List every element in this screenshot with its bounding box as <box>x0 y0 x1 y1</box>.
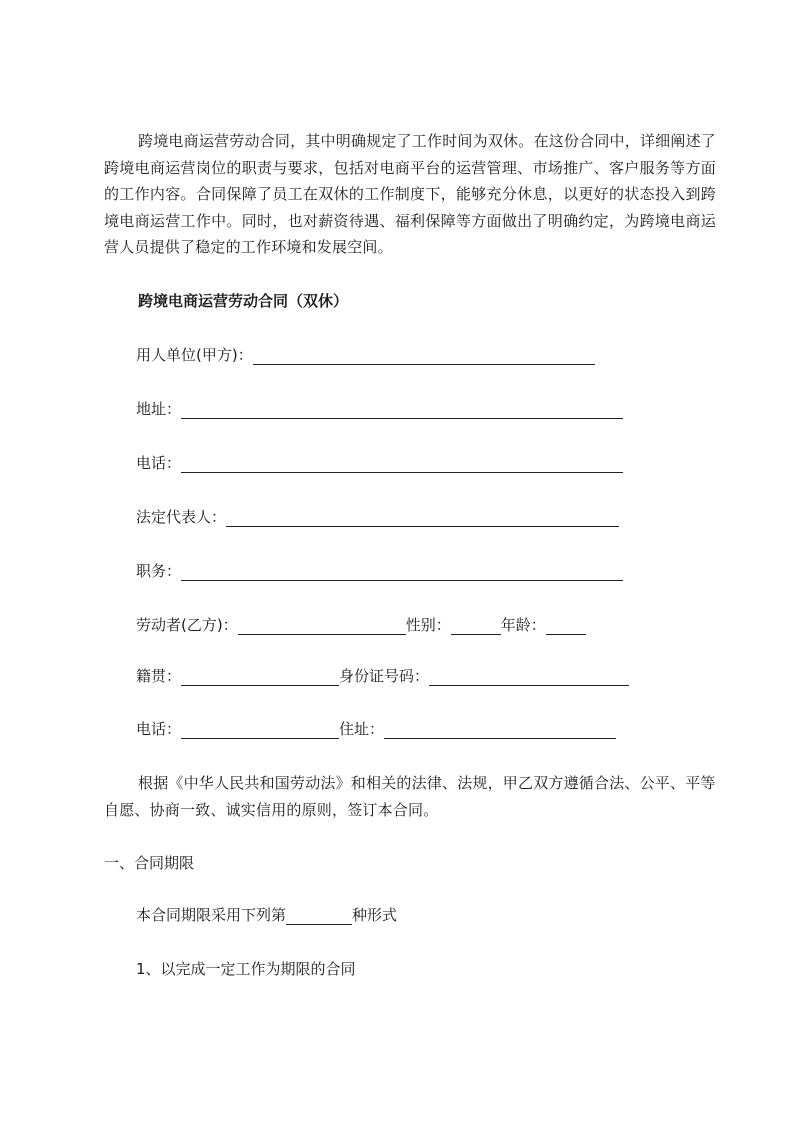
origin-field <box>136 664 629 686</box>
phone-blank[interactable] <box>181 455 623 473</box>
term-suffix: 种形式 <box>352 906 398 924</box>
address-blank[interactable] <box>181 401 623 419</box>
position-field <box>136 559 623 581</box>
intro-paragraph: 跨境电商运营劳动合同，其中明确规定了工作时间为双休。在这份合同中，详细阐述了跨境电商运营岗位的职责与要求，包括对电商平台的运营管理、市场推广、客户服务等方面的工作内容。合同保障了员工在双休的工作制度下，能够充分休息，以更好的状态投入到跨境电商运营工作中。同时，也对薪资待遇、福利保障等方面做出了明确约定，为跨境电商运营人员提供了稳定的工作环境和发展空间。 <box>104 132 716 256</box>
term-item-1: 1、以完成一定工作为期限的合同 <box>136 960 356 978</box>
position-blank[interactable] <box>181 563 623 581</box>
basis-paragraph: 根据《中华人民共和国劳动法》和相关的法律、法规，甲乙双方遵循合法、公平、平等自愿、协商一致、诚实信用的原则，签订本合同。 <box>104 774 716 819</box>
worker-blank[interactable] <box>238 617 406 635</box>
legal-rep-label: 法定代表人： <box>136 508 227 526</box>
contract-title: 跨境电商运营劳动合同（双休） <box>138 292 349 310</box>
term-prefix: 本合同期限采用下列第 <box>136 906 287 924</box>
age-blank[interactable] <box>546 617 586 635</box>
phone-blank-worker[interactable] <box>181 721 339 739</box>
worker-label: 劳动者(乙方)： <box>136 616 238 634</box>
id-number-label: 身份证号码： <box>339 667 430 685</box>
position-label: 职务： <box>136 562 182 580</box>
employer-blank[interactable] <box>253 347 595 365</box>
phone-label-worker: 电话： <box>136 720 182 738</box>
legal-rep-field <box>136 505 619 527</box>
age-label: 年龄： <box>500 616 546 634</box>
gender-blank[interactable] <box>451 617 501 635</box>
worker-field <box>136 613 586 635</box>
section-title-term: 一、合同期限 <box>104 854 195 872</box>
term-form-blank[interactable] <box>286 907 352 925</box>
residence-blank[interactable] <box>384 721 616 739</box>
origin-blank[interactable] <box>181 668 339 686</box>
legal-rep-blank[interactable] <box>226 509 619 527</box>
gender-label: 性别： <box>405 616 451 634</box>
address-label: 地址： <box>136 400 182 418</box>
employer-label: 用人单位(甲方)： <box>136 346 253 364</box>
residence-label: 住址： <box>339 720 385 738</box>
address-field <box>136 397 623 419</box>
id-number-blank[interactable] <box>429 668 629 686</box>
term-form-line <box>136 904 397 925</box>
phone-field-worker <box>136 717 616 739</box>
employer-field <box>136 343 595 365</box>
origin-label: 籍贯： <box>136 667 182 685</box>
phone-label: 电话： <box>136 454 182 472</box>
phone-field-employer <box>136 451 623 473</box>
